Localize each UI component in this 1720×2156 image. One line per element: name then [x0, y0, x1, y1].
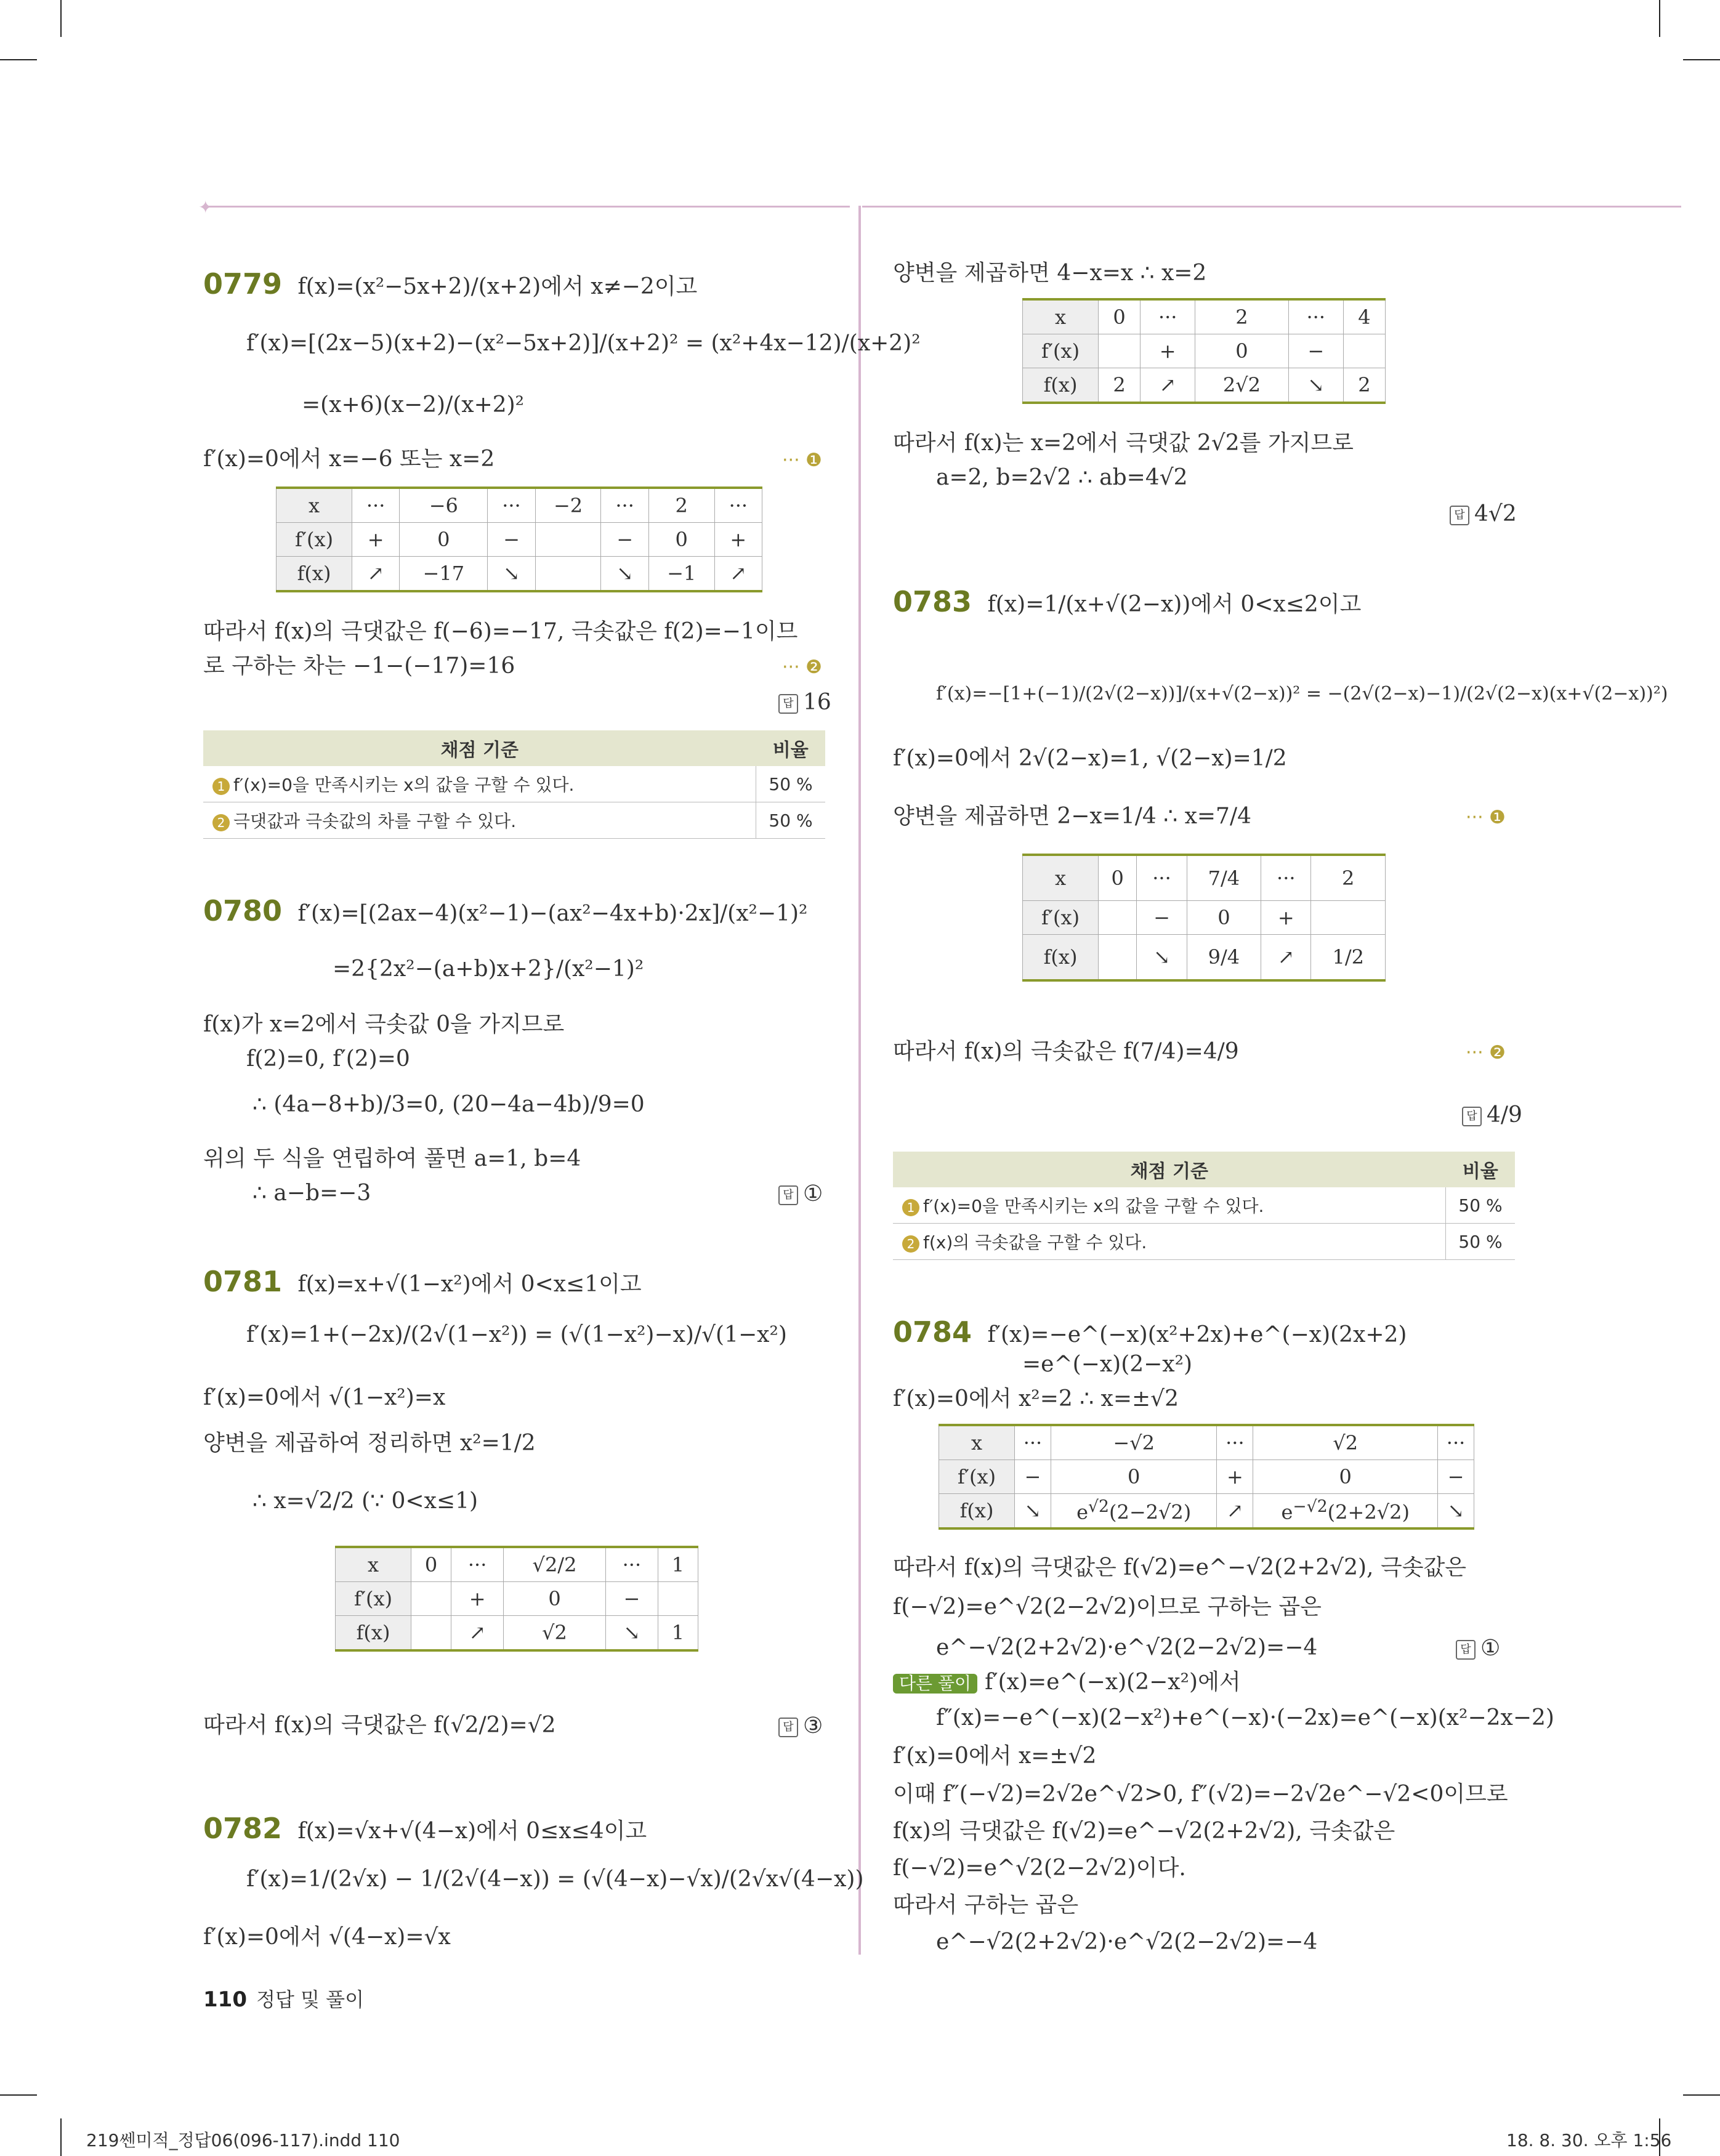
answer-0783: [1462, 1102, 1522, 1128]
crop-mark: [60, 2118, 62, 2156]
left-column: [203, 0, 921, 2156]
crit-ratio: 50 %: [1446, 1187, 1516, 1224]
crit-item: f(x)의 극솟값을 구할 수 있다.: [923, 1232, 1147, 1253]
crop-mark: [0, 2094, 37, 2096]
equation-line: e^−√2(2+2√2)·e^√2(2−2√2)=−4: [936, 1929, 1318, 1955]
problem-0779: [203, 267, 698, 301]
equation-line: f′(x)=1/(2√x) − 1/(2√(4−x)) = (√(4−x)−√x)/(2√x√(4−x)): [246, 1867, 864, 1892]
equation-line: =e^(−x)(2−x²): [1022, 1352, 1193, 1377]
problem-number: 0782: [203, 1812, 283, 1845]
crit-ratio-header: 비율: [756, 730, 826, 766]
problem-number: 0780: [203, 894, 283, 927]
answer-value: 16: [803, 690, 831, 715]
equation-line: f′(x)=e^(−x)(2−x²)에서: [985, 1669, 1241, 1695]
problem-0780: [203, 894, 808, 927]
equation-line: f′(x)=1+(−2x)/(2√(1−x²)) = (√(1−x²)−x)/√(1−x²): [246, 1322, 787, 1347]
crit-item: f′(x)=0을 만족시키는 x의 값을 구할 수 있다.: [233, 775, 575, 795]
equation-line: f(x)=√x+√(4−x)에서 0≤x≤4이고: [297, 1819, 647, 1844]
alt-solution-badge: 다른 풀이: [893, 1674, 977, 1694]
crit-number-icon: 2: [902, 1235, 919, 1253]
crit-number-icon: 1: [212, 778, 230, 795]
problem-number: 0779: [203, 267, 283, 301]
crit-item: 극댓값과 극솟값의 차를 구할 수 있다.: [233, 811, 517, 831]
equation-line: f(x)=x+√(1−x²)에서 0<x≤1이고: [297, 1272, 642, 1297]
crit-number-icon: 2: [212, 814, 230, 831]
text-line: 따라서 f(x)는 x=2에서 극댓값 2√2를 가지므로: [893, 430, 1354, 456]
answer-value: ①: [803, 1181, 823, 1206]
variation-table-0784: x ··· −√2 ··· √2 ··· f′(x) − 0 + 0 − f(x) ↘ $e^{√2}(2-2√2)$ ↗ $e^{-√2}(2+2√2)$ ↘: [939, 1424, 1474, 1530]
problem-number: 0783: [893, 585, 972, 618]
equation-line: ∴ x=√2/2 (∵ 0<x≤1): [252, 1488, 478, 1514]
crit-number-icon: 1: [902, 1199, 919, 1216]
equation-line: e^−√2(2+2√2)·e^√2(2−2√2)=−4: [936, 1635, 1318, 1660]
equation-line: a=2, b=2√2 ∴ ab=4√2: [936, 465, 1188, 490]
text-line: 이때 f″(−√2)=2√2e^√2>0, f″(√2)=−2√2e^−√2<0이므로: [893, 1782, 1508, 1807]
problem-number: 0781: [203, 1265, 283, 1298]
equation-line: f(x)=(x²−5x+2)/(x+2)에서 x≠−2이고: [297, 274, 698, 299]
text-line: 로 구하는 차는 −1−(−17)=16: [203, 653, 515, 679]
variation-table-0781: x 0 ··· √2/2 ··· 1 f′(x) + 0 − f(x) ↗ √2 ↘ 1: [335, 1546, 698, 1652]
text-line: 따라서 f(x)의 극솟값은 f(7/4)=4/9: [893, 1039, 1239, 1064]
equation-line: ∴ (4a−8+b)/3=0, (20−4a−4b)/9=0: [252, 1092, 645, 1117]
equation-line: f(2)=0, f′(2)=0: [246, 1046, 410, 1072]
equation-line: f′(x)=0에서 x=−6 또는 x=2: [203, 446, 495, 472]
text-line: f(−√2)=e^√2(2−2√2)이므로 구하는 곱은: [893, 1594, 1322, 1620]
equation-line: f′(x)=0에서 2√(2−x)=1, √(2−x)=1/2: [893, 746, 1287, 771]
answer-0781: [778, 1713, 823, 1738]
step-marker-2: ··· ❷: [1466, 1042, 1506, 1064]
answer-value: 4/9: [1487, 1102, 1522, 1128]
variation-table-0783: x 0 ··· 7/4 ··· 2 f′(x) − 0 + f(x) ↘ 9/4 ↗ 1/2: [1022, 854, 1386, 982]
variation-table-0782: x 0 ··· 2 ··· 4 f′(x) + 0 − f(x) 2 ↗ 2√2 ↘ 2: [1022, 298, 1386, 404]
page-number: 110: [203, 1987, 247, 2012]
equation-line: f′(x)=−[1+(−1)/(2√(2−x))]/(x+√(2−x))² = −(2√(2−x)−1)/(2√(2−x)(x+√(2−x))²): [936, 683, 1668, 705]
text-line: f(−√2)=e^√2(2−2√2)이다.: [893, 1855, 1186, 1881]
text-line: f(x)의 극댓값은 f(√2)=e^−√2(2+2√2), 극솟값은: [893, 1819, 1395, 1844]
equation-line: f′(x)=0에서 x=±√2: [893, 1743, 1097, 1769]
scoring-table-0783: [893, 1152, 1515, 1260]
alt-solution: [893, 1671, 1241, 1694]
answer-0784: [1456, 1636, 1500, 1661]
step-marker-2: ··· ❷: [782, 656, 823, 678]
problem-number: 0784: [893, 1315, 972, 1349]
text-line: f(x)가 x=2에서 극솟값 0을 가지므로: [203, 1012, 565, 1037]
scoring-table-0779: [203, 730, 825, 839]
crit-ratio: 50 %: [1446, 1224, 1516, 1260]
problem-0781: [203, 1267, 642, 1296]
equation-line: f′(x)=[(2ax−4)(x²−1)−(ax²−4x+b)·2x]/(x²−1)²: [297, 901, 808, 926]
answer-value: ③: [803, 1713, 823, 1738]
crop-mark: [1683, 2094, 1720, 2096]
answer-icon: 답: [1462, 1107, 1482, 1126]
slug-date: 18. 8. 30. 오후 1:56: [1506, 2130, 1672, 2150]
slug-filename: 219쎈미적_정답06(096-117).indd 110: [86, 2130, 400, 2150]
crit-ratio: 50 %: [756, 766, 826, 802]
column-divider: [858, 206, 861, 1955]
crit-item: f′(x)=0을 만족시키는 x의 값을 구할 수 있다.: [923, 1196, 1264, 1216]
text-line: 양변을 제곱하여 정리하면 x²=1/2: [203, 1431, 536, 1456]
text-line: 양변을 제곱하면 2−x=1/4 ∴ x=7/4: [893, 804, 1251, 829]
equation-line: f′(x)=0에서 x²=2 ∴ x=±√2: [893, 1386, 1179, 1411]
equation-line: ∴ a−b=−3: [252, 1181, 371, 1206]
page-label: 정답 및 풀이: [256, 1988, 364, 2011]
header-star-icon: ✦: [198, 197, 213, 217]
crit-ratio: 50 %: [756, 802, 826, 839]
text-line: 따라서 f(x)의 극댓값은 f(−6)=−17, 극솟값은 f(2)=−1이므: [203, 619, 798, 644]
problem-0782: [203, 1814, 647, 1843]
crop-mark: [1659, 0, 1660, 37]
step-marker-1: ··· ❶: [782, 450, 823, 471]
text-line: 양변을 제곱하면 4−x=x ∴ x=2: [893, 260, 1207, 286]
answer-value: ①: [1480, 1636, 1501, 1661]
equation-line: f″(x)=−e^(−x)(2−x²)+e^(−x)·(−2x)=e^(−x)(x²−2x−2): [936, 1705, 1554, 1730]
answer-icon: 답: [1456, 1640, 1476, 1660]
problem-0783: [893, 587, 1361, 616]
answer-0782: [1450, 501, 1517, 527]
page-footer: [203, 1984, 364, 2013]
answer-0780: [778, 1181, 823, 1206]
crop-mark: [60, 0, 62, 37]
answer-icon: 답: [1450, 506, 1469, 525]
crop-mark: [1683, 59, 1720, 60]
equation-line: f′(x)=−e^(−x)(x²+2x)+e^(−x)(2x+2): [987, 1322, 1407, 1347]
variation-table-0779: x ··· −6 ··· −2 ··· 2 ··· f′(x) + 0 − − 0 + f(x) ↗ −17 ↘ ↘ −1 ↗: [276, 487, 762, 592]
equation-line: f′(x)=0에서 √(1−x²)=x: [203, 1385, 446, 1410]
text-line: 위의 두 식을 연립하여 풀면 a=1, b=4: [203, 1146, 581, 1171]
problem-0784: [893, 1315, 1407, 1349]
equation-line: f′(x)=[(2x−5)(x+2)−(x²−5x+2)]/(x+2)² = (x²+4x−12)/(x+2)²: [246, 331, 921, 356]
crit-header: 채점 기준: [203, 730, 756, 766]
crop-mark: [0, 59, 37, 60]
text-line: 따라서 f(x)의 극댓값은 f(√2/2)=√2: [203, 1713, 556, 1738]
answer-icon: 답: [778, 1185, 798, 1205]
step-marker-1: ··· ❶: [1466, 807, 1506, 828]
text-line: 따라서 구하는 곱은: [893, 1892, 1079, 1918]
answer-0779: [778, 690, 831, 715]
equation-line: =(x+6)(x−2)/(x+2)²: [302, 392, 525, 418]
answer-icon: 답: [778, 1718, 798, 1737]
crit-ratio-header: 비율: [1446, 1152, 1516, 1187]
answer-icon: 답: [778, 694, 798, 714]
equation-line: f(x)=1/(x+√(2−x))에서 0<x≤2이고: [987, 592, 1362, 617]
answer-value: 4√2: [1474, 501, 1517, 527]
equation-line: f′(x)=0에서 √(4−x)=√x: [203, 1924, 451, 1950]
equation-line: =2{2x²−(a+b)x+2}/(x²−1)²: [333, 956, 644, 982]
text-line: 따라서 f(x)의 극댓값은 f(√2)=e^−√2(2+2√2), 극솟값은: [893, 1555, 1467, 1580]
crit-header: 채점 기준: [893, 1152, 1446, 1187]
